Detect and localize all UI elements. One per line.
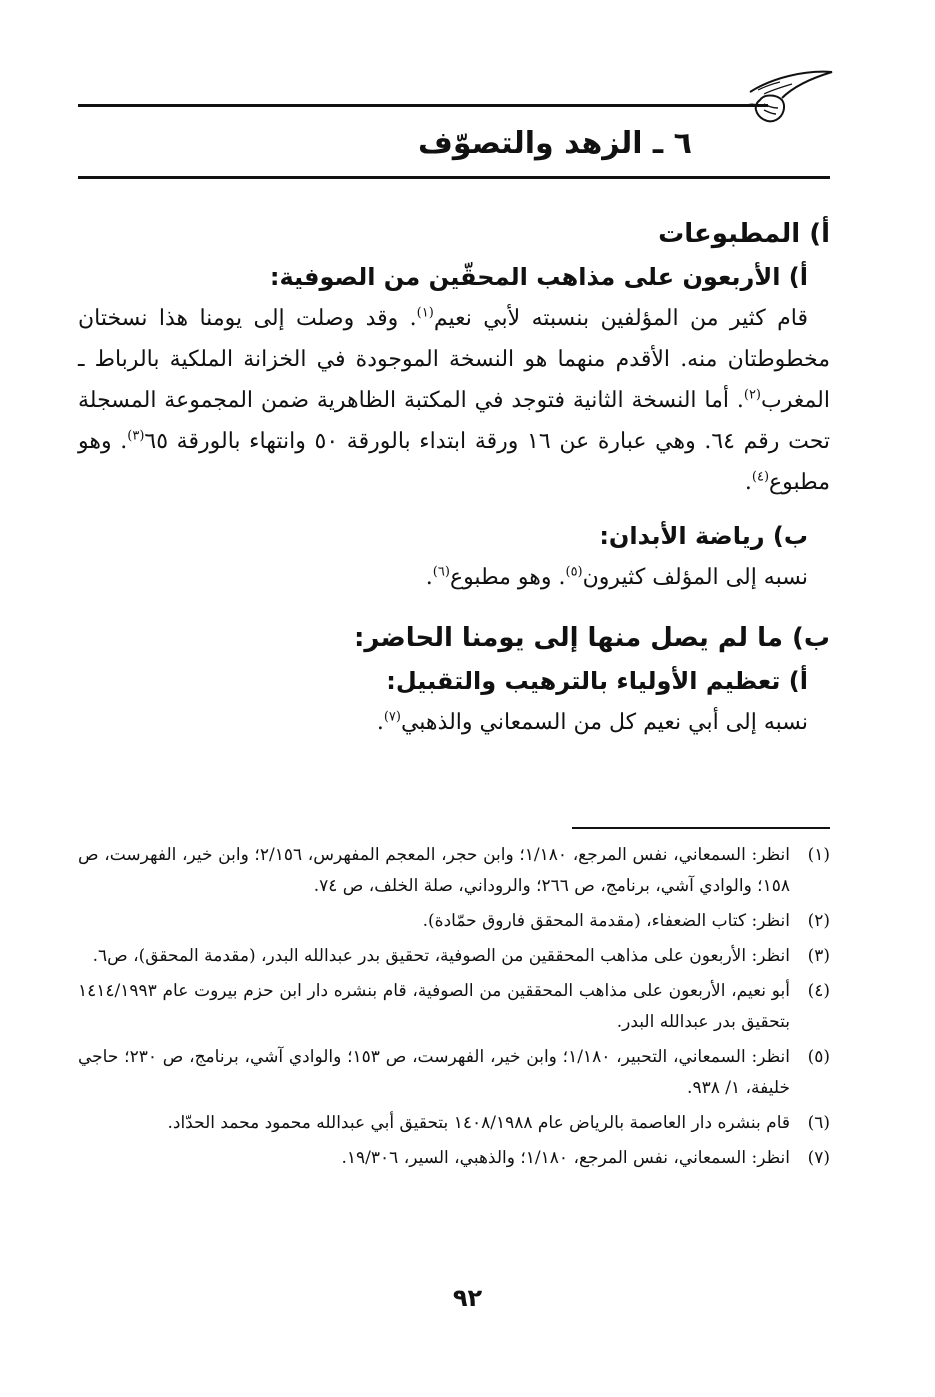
paragraph-riyadat [78, 557, 830, 598]
spacer [78, 503, 830, 515]
footnote-text: انظر: السمعاني، نفس المرجع، ١/١٨٠؛ وابن حجر، المعجم المفهرس، ٢/١٥٦؛ وابن خير، الفهرست، ص ١٥٨؛ والوادي آشي، برنامج، ص ٢٦٦؛ والروداني، صلة الخلف، ص ٧٤. [78, 845, 790, 896]
footnote-item [78, 840, 830, 902]
footnote-number: (٢) [807, 911, 830, 931]
paragraph-text: . وهو مطبوع [449, 565, 566, 590]
footnote-ref: (٦) [432, 564, 450, 580]
footnote-ref: (٤) [751, 469, 770, 485]
footnote-ref: (٧) [383, 709, 401, 725]
footnote-item [78, 1143, 830, 1174]
paragraph-text: . [425, 565, 433, 590]
paragraph-text: . [376, 710, 384, 735]
paragraph-arbaoun [78, 298, 830, 503]
footnote-text: قام بنشره دار العاصمة بالرياض عام ١٤٠٨/١٩٨٨ بتحقيق أبي عبدالله محمود محمد الحدّاد. [167, 1113, 790, 1133]
footnote-number: (٥) [807, 1047, 830, 1067]
section-heading-lost: ب) ما لم يصل منها إلى يومنا الحاضر: [354, 623, 830, 653]
section-heading-printed: أ) المطبوعات [658, 219, 830, 249]
footnote-text: انظر: السمعاني، التحبير، ١/١٨٠؛ وابن خير، الفهرست، ص ١٥٣؛ والوادي آشي، برنامج، ص ٢٣٠؛ حاجي خليفة، ١/ ٩٣٨. [78, 1047, 790, 1098]
footnote-text: انظر: السمعاني، نفس المرجع، ١/١٨٠؛ والذهبي، السير، ١٩/٣٠٦. [341, 1148, 790, 1168]
main-content [78, 212, 830, 743]
footnotes [78, 840, 830, 1178]
footnote-text: انظر: كتاب الضعفاء، (مقدمة المحقق فاروق حمّادة). [422, 911, 790, 931]
spacer [78, 598, 830, 616]
footnote-separator [572, 827, 830, 829]
footnote-ref: (٥) [565, 564, 583, 580]
quill-hand-icon [742, 64, 837, 126]
header-rule-top [78, 104, 768, 107]
paragraph-text: نسبه إلى أبي نعيم كل من السمعاني والذهبي [400, 710, 808, 735]
footnote-text: انظر: الأربعون على مذاهب المحققين من الصوفية، تحقيق بدر عبدالله البدر، (مقدمة المحقق)، ص٦. [92, 946, 790, 966]
footnote-item [78, 1042, 830, 1104]
footnote-item [78, 941, 830, 972]
subsection-heading-taazim: أ) تعظيم الأولياء بالترهيب والتقبيل: [386, 667, 808, 695]
footnote-item [78, 1108, 830, 1139]
footnote-number: (٧) [807, 1148, 830, 1168]
subsection-heading-riyadat: ب) رياضة الأبدان: [599, 522, 808, 550]
paragraph-text: . وهو مطبوع [78, 429, 830, 495]
footnote-number: (١) [807, 845, 830, 865]
footnote-ref: (٣) [127, 428, 145, 444]
footnote-ref: (١) [416, 305, 434, 321]
footnote-number: (٦) [807, 1113, 830, 1133]
footnote-number: (٣) [807, 946, 830, 966]
footnote-ref: (٢) [743, 387, 761, 403]
header-rule-bottom [78, 176, 830, 179]
paragraph-text: قام كثير من المؤلفين بنسبته لأبي نعيم [433, 306, 808, 331]
paragraph-text: . [744, 470, 752, 495]
footnote-text: أبو نعيم، الأربعون على مذاهب المحققين من الصوفية، قام بنشره دار ابن حزم بيروت عام ١٤١٤/١٩٩٣ بتحقيق بدر عبدالله البدر. [78, 981, 790, 1032]
chapter-title: ٦ ـ الزهد والتصوّف [418, 126, 692, 161]
footnote-item [78, 906, 830, 937]
footnote-number: (٤) [807, 981, 830, 1001]
paragraph-text: . وقد وصلت إلى يومنا هذا نسختان مخطوطتان منه. الأقدم منهما هو النسخة الموجودة في الخزانة الملكية بالرباط ـ المغرب [78, 306, 830, 413]
page-number: ٩٢ [452, 1284, 483, 1312]
paragraph-text: . أما النسخة الثانية فتوجد في المكتبة الظاهرية ضمن المجموعة المسجلة تحت رقم ٦٤. وهي عبارة عن ١٦ ورقة ابتداء بالورقة ٥٠ وانتهاء بالورقة ٦٥ [78, 388, 831, 454]
paragraph-taazim [78, 702, 830, 743]
subsection-heading-arbaoun: أ) الأربعون على مذاهب المحقّين من الصوفية: [269, 263, 808, 291]
footnote-item [78, 976, 830, 1038]
paragraph-text: نسبه إلى المؤلف كثيرون [582, 565, 808, 590]
